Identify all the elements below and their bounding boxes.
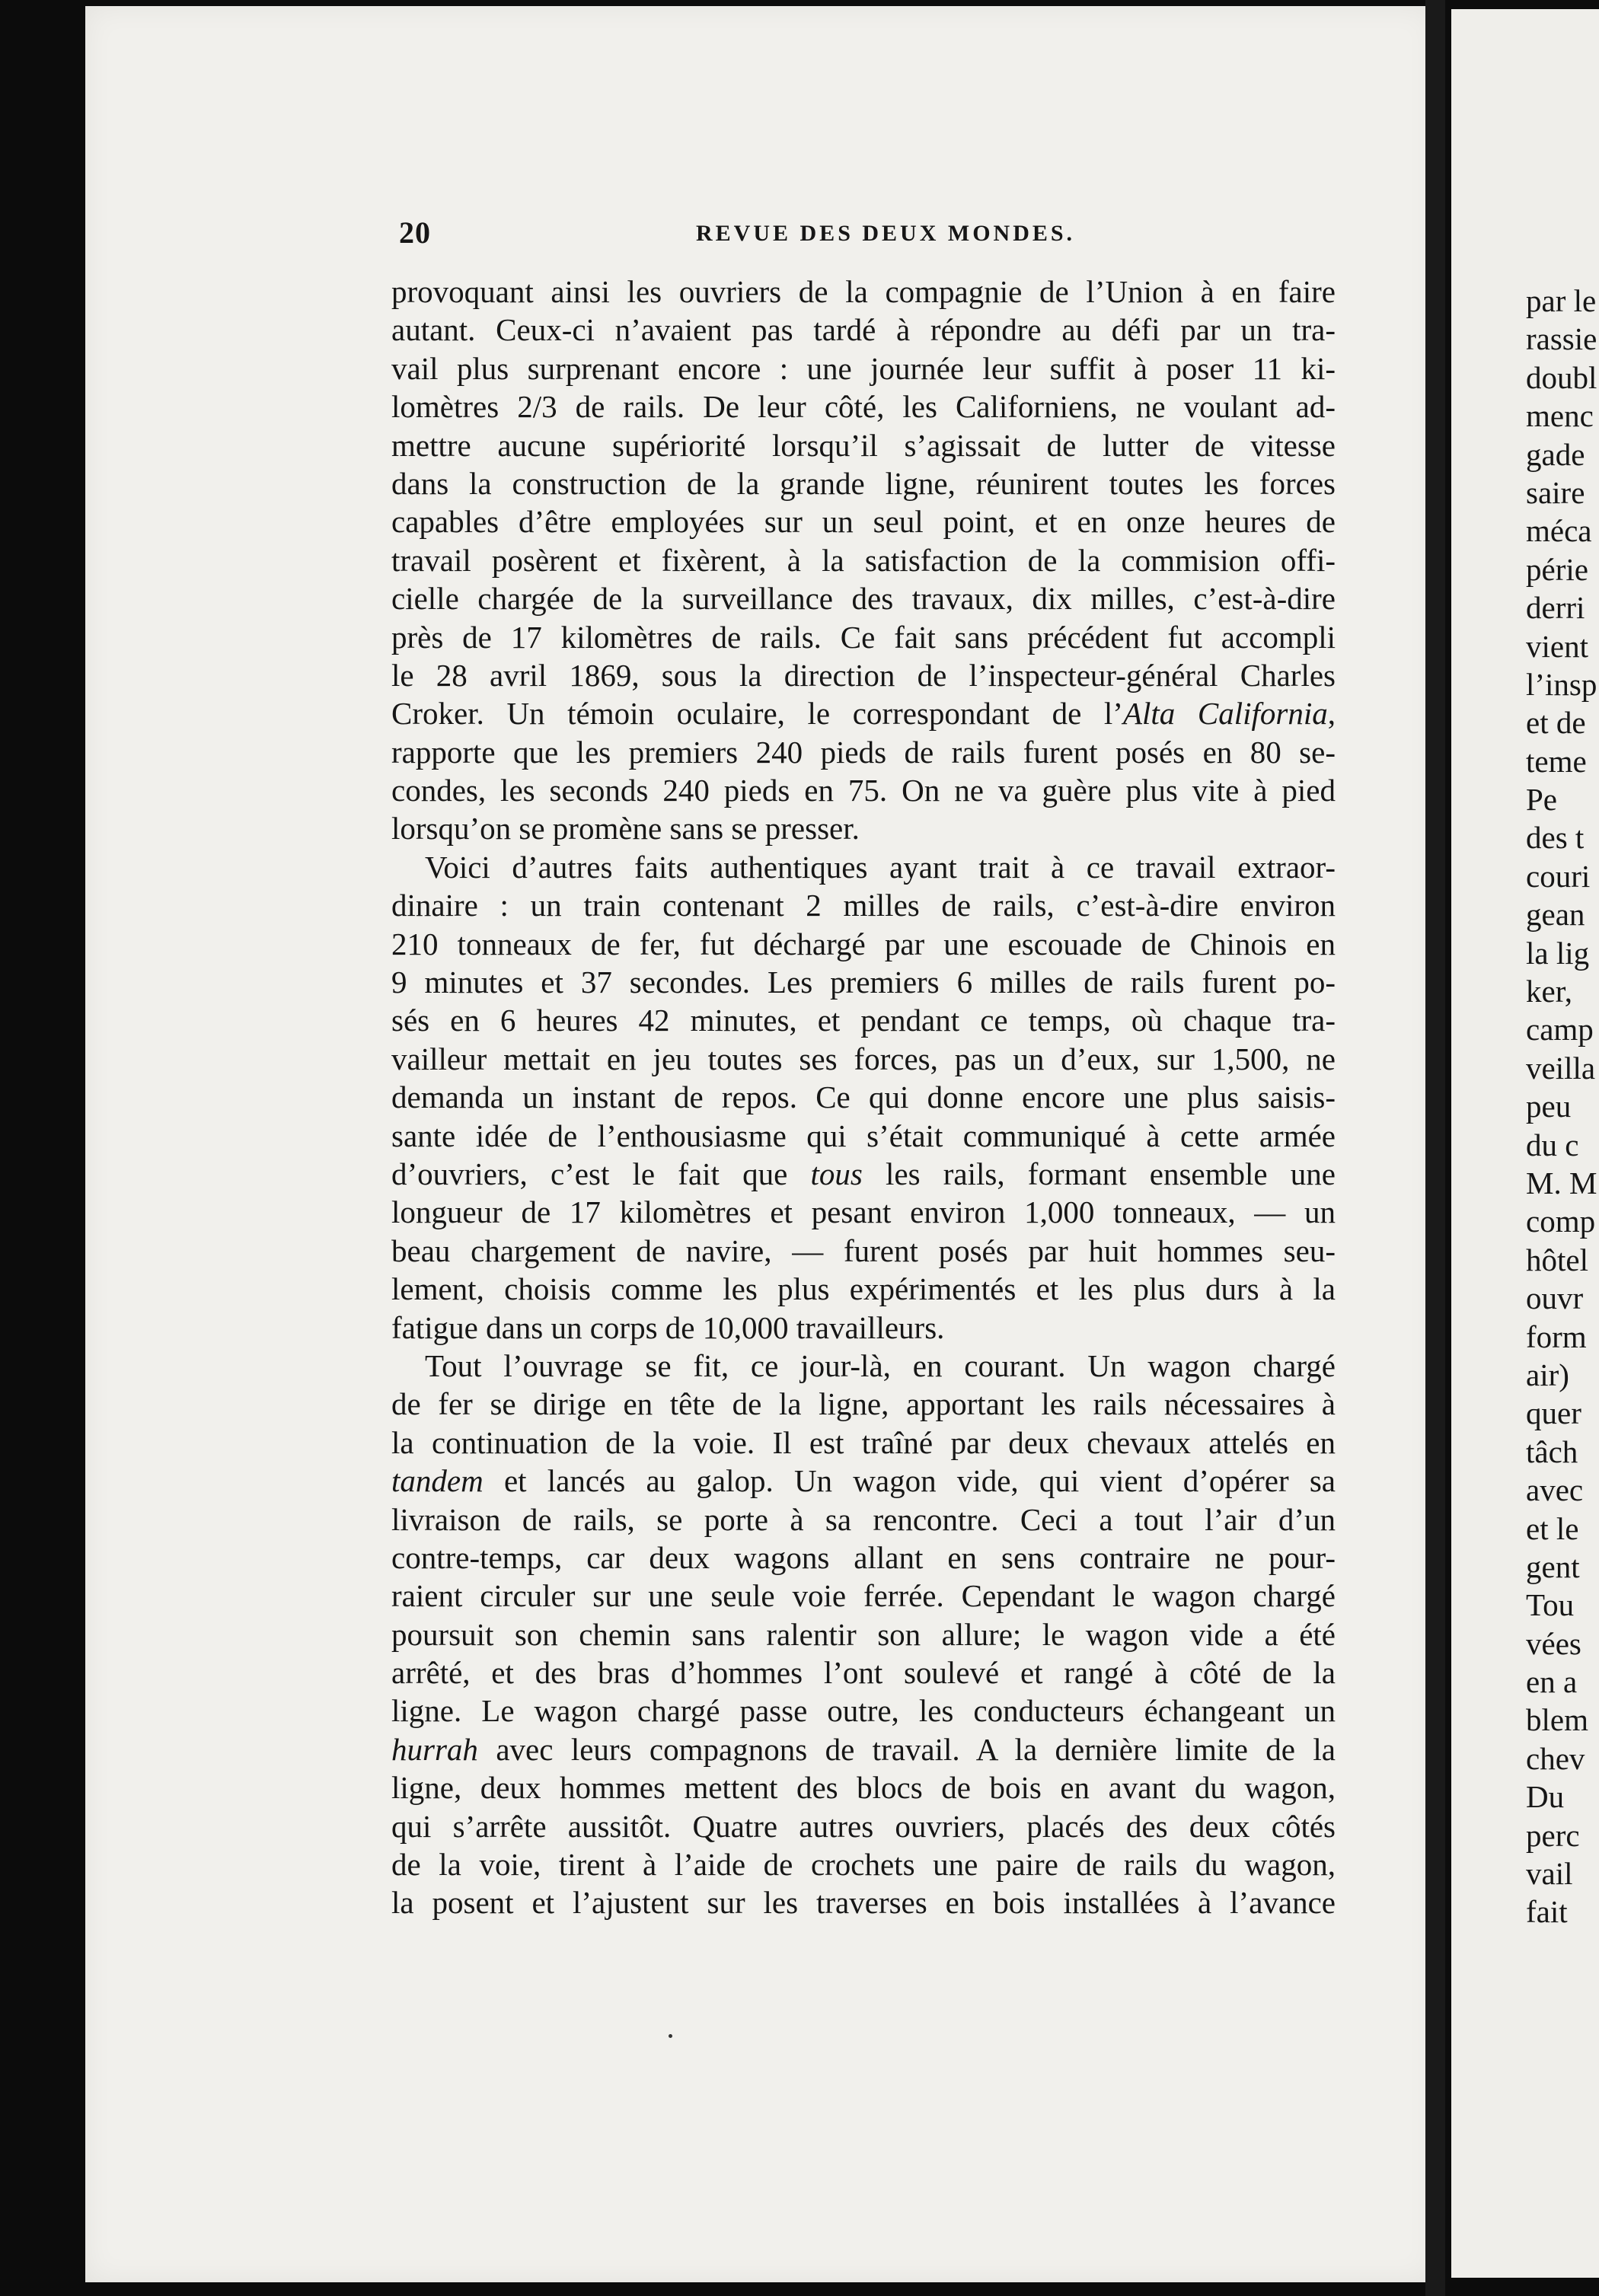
text-line: près de 17 kilomètres de rails. Ce fait sans précédent fut accompli (391, 619, 1336, 655)
right-page-fragment: Tou (1526, 1587, 1575, 1623)
right-page-fragment: Pe (1526, 782, 1557, 818)
right-page-fragment: comp (1526, 1204, 1596, 1239)
text-line: livraison de rails, se porte à sa rencontre. Ceci a tout l’air d’un (391, 1501, 1336, 1537)
body-text (391, 273, 1336, 1922)
right-page-fragment: gean (1526, 897, 1585, 933)
text-line: 9 minutes et 37 secondes. Les premiers 6 milles de rails furent po- (391, 965, 1336, 1000)
right-page-fragment: gent (1526, 1548, 1580, 1584)
right-page (1451, 9, 1599, 2278)
text-line: le 28 avril 1869, sous la direction de l’inspecteur-général Charles (391, 657, 1336, 693)
right-page-fragment: gade (1526, 436, 1585, 472)
right-page-fragment: vail (1526, 1856, 1573, 1892)
right-page-fragment: derri (1526, 590, 1585, 626)
text-line: capables d’être employées sur un seul point, et en onze heures de (391, 504, 1336, 540)
right-page-fragment: quer (1526, 1395, 1581, 1431)
text-line: lement, choisis comme les plus expérimentés et les plus durs à la (391, 1271, 1336, 1307)
right-page-fragment: ouvr (1526, 1280, 1584, 1316)
right-page-fragment: form (1526, 1319, 1587, 1354)
text-line: d’ouvriers, c’est le fait que tous les rails, formant ensemble une (391, 1156, 1336, 1191)
text-line: longueur de 17 kilomètres et pesant environ 1,000 tonneaux, — un (391, 1194, 1336, 1230)
right-page-fragment: rassie (1526, 321, 1597, 357)
text-line: sés en 6 heures 42 minutes, et pendant ce temps, où chaque tra- (391, 1003, 1336, 1038)
right-page-fragment: teme (1526, 743, 1587, 779)
speck-mark (669, 2034, 672, 2038)
right-page-fragment: méca (1526, 513, 1592, 549)
text-line: Croker. Un témoin oculaire, le correspondant de l’Alta California, (391, 696, 1336, 732)
text-line: la posent et l’ajustent sur les traverses en bois installées à l’avance (391, 1885, 1336, 1921)
right-page-text (1526, 282, 1597, 1931)
text-line: dinaire : un train contenant 2 milles de rails, c’est-à-dire environ (391, 888, 1336, 923)
right-page-fragment: saire (1526, 474, 1585, 510)
right-page-fragment: peu (1526, 1089, 1572, 1124)
page-number: 20 (399, 215, 431, 250)
right-page-fragment: ker, (1526, 974, 1572, 1009)
text-line: condes, les seconds 240 pieds en 75. On ne va guère plus vite à pied (391, 773, 1336, 808)
right-page-fragment: du c (1526, 1127, 1579, 1162)
text-line: rapporte que les premiers 240 pieds de rails furent posés en 80 se- (391, 734, 1336, 770)
text-line: demanda un instant de repos. Ce qui donne encore une plus saisis- (391, 1079, 1336, 1115)
text-line: 210 tonneaux de fer, fut déchargé par une escouade de Chinois en (391, 926, 1336, 961)
text-line: hurrah avec leurs compagnons de travail. A la dernière limite de la (391, 1731, 1336, 1767)
text-line: raient circuler sur une seule voie ferrée. Cependant le wagon chargé (391, 1578, 1336, 1614)
text-line: mettre aucune supériorité lorsqu’il s’agissait de lutter de vitesse (391, 427, 1336, 463)
right-page-fragment: camp (1526, 1012, 1594, 1048)
text-line: ligne. Le wagon chargé passe outre, les conducteurs échangeant un (391, 1693, 1336, 1729)
right-page-fragment: en a (1526, 1664, 1578, 1700)
text-line: dans la construction de la grande ligne, réunirent toutes les forces (391, 465, 1336, 501)
right-page-fragment: veilla (1526, 1050, 1596, 1086)
right-page-fragment: perc (1526, 1817, 1580, 1853)
right-page-fragment: tâch (1526, 1433, 1578, 1469)
right-page-fragment: blem (1526, 1702, 1588, 1738)
right-page-fragment: air) (1526, 1357, 1569, 1392)
text-line: travail posèrent et fixèrent, à la satisfaction de la commision offi- (391, 542, 1336, 578)
book-spine (1425, 0, 1445, 2296)
text-line: poursuit son chemin sans ralentir son allure; le wagon vide a été (391, 1616, 1336, 1652)
right-page-fragment: M. M (1526, 1165, 1597, 1201)
right-page-fragment: et le (1526, 1510, 1579, 1546)
text-line: vailleur mettait en jeu toutes ses forces, pas un d’eux, sur 1,500, ne (391, 1041, 1336, 1076)
right-page-fragment: Du (1526, 1779, 1565, 1815)
text-line: Voici d’autres faits authentiques ayant trait à ce travail extraor- (425, 849, 1336, 885)
text-line: autant. Ceux-ci n’avaient pas tardé à répondre au défi par un tra- (391, 312, 1336, 348)
text-line: beau chargement de navire, — furent posés par huit hommes seu- (391, 1233, 1336, 1268)
text-line: la continuation de la voie. Il est traîné par deux chevaux attelés en (391, 1424, 1336, 1460)
right-page-fragment: doubl (1526, 359, 1597, 395)
running-head: REVUE DES DEUX MONDES. (696, 221, 1076, 246)
text-line: de fer se dirige en tête de la ligne, apportant les rails nécessaires à (391, 1386, 1336, 1422)
text-line: provoquant ainsi les ouvriers de la compagnie de l’Union à en faire (391, 274, 1336, 309)
text-line: cielle chargée de la surveillance des travaux, dix milles, c’est-à-dire (391, 581, 1336, 617)
right-page-fragment: vées (1526, 1625, 1581, 1661)
right-page-fragment: et de (1526, 705, 1586, 741)
text-line: de la voie, tirent à l’aide de crochets une paire de rails du wagon, (391, 1847, 1336, 1883)
text-line: lorsqu’on se promène sans se presser. (391, 811, 860, 847)
right-page-fragment: couri (1526, 858, 1591, 894)
right-page-fragment: vient (1526, 628, 1588, 664)
text-line: vail plus surprenant encore : une journée leur suffit à poser 11 ki- (391, 350, 1336, 386)
text-line: contre-temps, car deux wagons allant en sens contraire ne pour- (391, 1539, 1336, 1575)
right-page-fragment: par le (1526, 283, 1597, 318)
text-line: Tout l’ouvrage se fit, ce jour-là, en courant. Un wagon chargé (425, 1347, 1336, 1383)
right-page-fragment: chev (1526, 1740, 1585, 1776)
right-page-fragment: fait (1526, 1894, 1568, 1930)
text-line: sante idée de l’enthousiasme qui s’était communiqué à cette armée (391, 1118, 1336, 1153)
right-page-fragment: périe (1526, 551, 1588, 587)
right-page-fragment: avec (1526, 1472, 1584, 1508)
right-page-fragment: la lig (1526, 935, 1590, 971)
right-page-fragment: l’insp (1526, 666, 1597, 702)
text-line: fatigue dans un corps de 10,000 travailleurs. (391, 1309, 945, 1345)
text-line: tandem et lancés au galop. Un wagon vide, qui vient d’opérer sa (391, 1463, 1336, 1499)
page-header (399, 215, 1328, 253)
right-page-fragment: des t (1526, 820, 1585, 856)
text-line: ligne, deux hommes mettent des blocs de bois en avant du wagon, (391, 1770, 1336, 1806)
right-page-fragment: hôtel (1526, 1242, 1588, 1277)
right-page-fragment: menc (1526, 398, 1594, 434)
text-line: lomètres 2/3 de rails. De leur côté, les Californiens, ne voulant ad- (391, 389, 1336, 425)
text-line: qui s’arrête aussitôt. Quatre autres ouvriers, placés des deux côtés (391, 1808, 1336, 1844)
text-line: arrêté, et des bras d’hommes l’ont soulevé et rangé à côté de la (391, 1655, 1336, 1691)
